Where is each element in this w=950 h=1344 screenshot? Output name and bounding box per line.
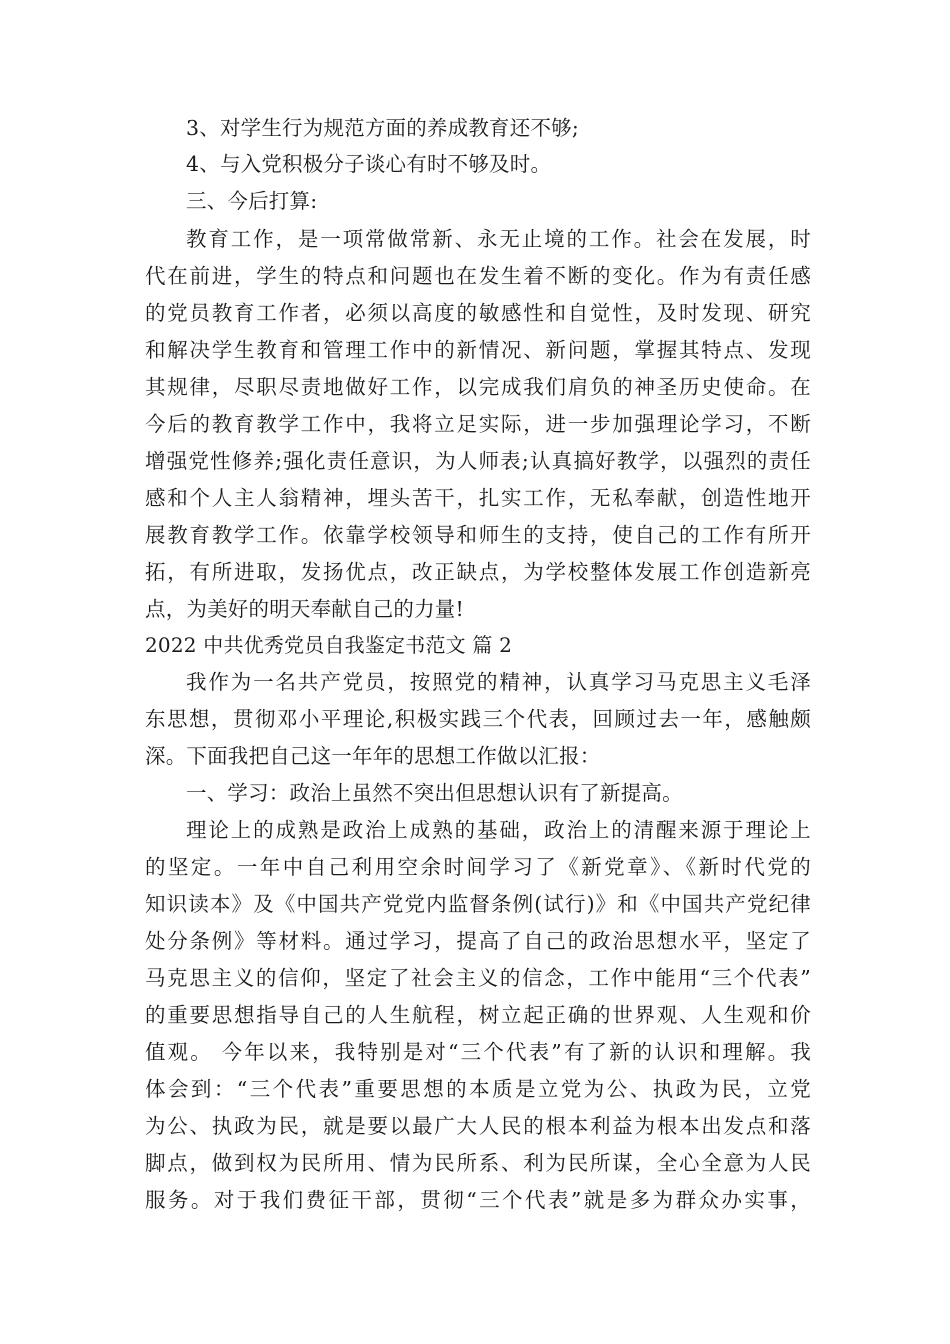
paragraph-line: 拓，有所进取，发扬优点，改正缺点，为学校整体发展工作创造新亮 [145, 560, 811, 584]
list-item-4: 4、与入党积极分子谈心有时不够及时。 [186, 152, 552, 176]
paragraph-line: 展教育教学工作。依靠学校领导和师生的支持，使自己的工作有所开 [145, 523, 811, 547]
paragraph-line: 教育工作，是一项常做常新、永无止境的工作。社会在发展，时 [186, 227, 811, 251]
paragraph-line: 处分条例》等材料。通过学习，提高了自己的政治思想水平，坚定了 [145, 929, 811, 953]
paragraph-line: 值观。 今年以来，我特别是对“三个代表”有了新的认识和理解。我 [145, 1040, 811, 1064]
paragraph-line: 今后的教育教学工作中，我将立足实际，进一步加强理论学习，不断 [145, 412, 811, 436]
paragraph-line: 东思想，贯彻邓小平理论,积极实践三个代表，回顾过去一年，感触颇 [145, 707, 811, 731]
paragraph-line: 我作为一名共产党员，按照党的精神，认真学习马克思主义毛泽 [186, 670, 811, 694]
paragraph-line: 感和个人主人翁精神，埋头苦干，扎实工作，无私奉献，创造性地开 [145, 486, 811, 510]
paragraph-line: 的重要思想指导自己的人生航程，树立起正确的世界观、人生观和价 [145, 1003, 811, 1027]
paragraph-line: 脚点，做到权为民所用、情为民所系、利为民所谋，全心全意为人民 [145, 1151, 811, 1175]
paragraph-line: 服务。对于我们费征干部，贯彻“三个代表”就是多为群众办实事， [145, 1188, 811, 1212]
paragraph-line: 知识读本》及《中国共产党党内监督条例(试行)》和《中国共产党纪律 [145, 892, 811, 916]
paragraph-line: 代在前进，学生的特点和问题也在发生着不断的变化。作为有责任感 [145, 264, 811, 288]
paragraph-line: 的党员教育工作者，必须以高度的敏感性和自觉性，及时发现、研究 [145, 301, 811, 325]
paragraph-line: 点，为美好的明天奉献自己的力量! [145, 597, 464, 621]
paragraph-line: 为公、执政为民，就是要以最广大人民的根本利益为根本出发点和落 [145, 1114, 811, 1138]
paragraph-line: 其规律，尽职尽责地做好工作，以完成我们肩负的神圣历史使命。在 [145, 375, 811, 399]
paragraph-line: 增强党性修养;强化责任意识，为人师表;认真搞好教学，以强烈的责任 [145, 449, 811, 473]
paragraph-line: 的坚定。一年中自己利用空余时间学习了《新党章》、《新时代党的 [145, 855, 811, 879]
paragraph-line: 深。下面我把自己这一年年的思想工作做以汇报： [145, 744, 601, 768]
list-item-3: 3、对学生行为规范方面的养成教育还不够; [186, 116, 579, 140]
section-heading-plans: 三、今后打算: [186, 189, 318, 213]
paragraph-line: 体会到：“三个代表”重要思想的本质是立党为公、执政为民，立党 [145, 1077, 811, 1101]
section-heading-study: 一、学习：政治上虽然不突出但思想认识有了新提高。 [186, 781, 683, 805]
article-title: 2022 中共优秀党员自我鉴定书范文 篇 2 [145, 633, 513, 657]
paragraph-line: 理论上的成熟是政治上成熟的基础，政治上的清醒来源于理论上 [186, 818, 811, 842]
paragraph-line: 和解决学生教育和管理工作中的新情况、新问题，掌握其特点、发现 [145, 338, 811, 362]
paragraph-line: 马克思主义的信仰，坚定了社会主义的信念，工作中能用“三个代表” [145, 966, 811, 990]
